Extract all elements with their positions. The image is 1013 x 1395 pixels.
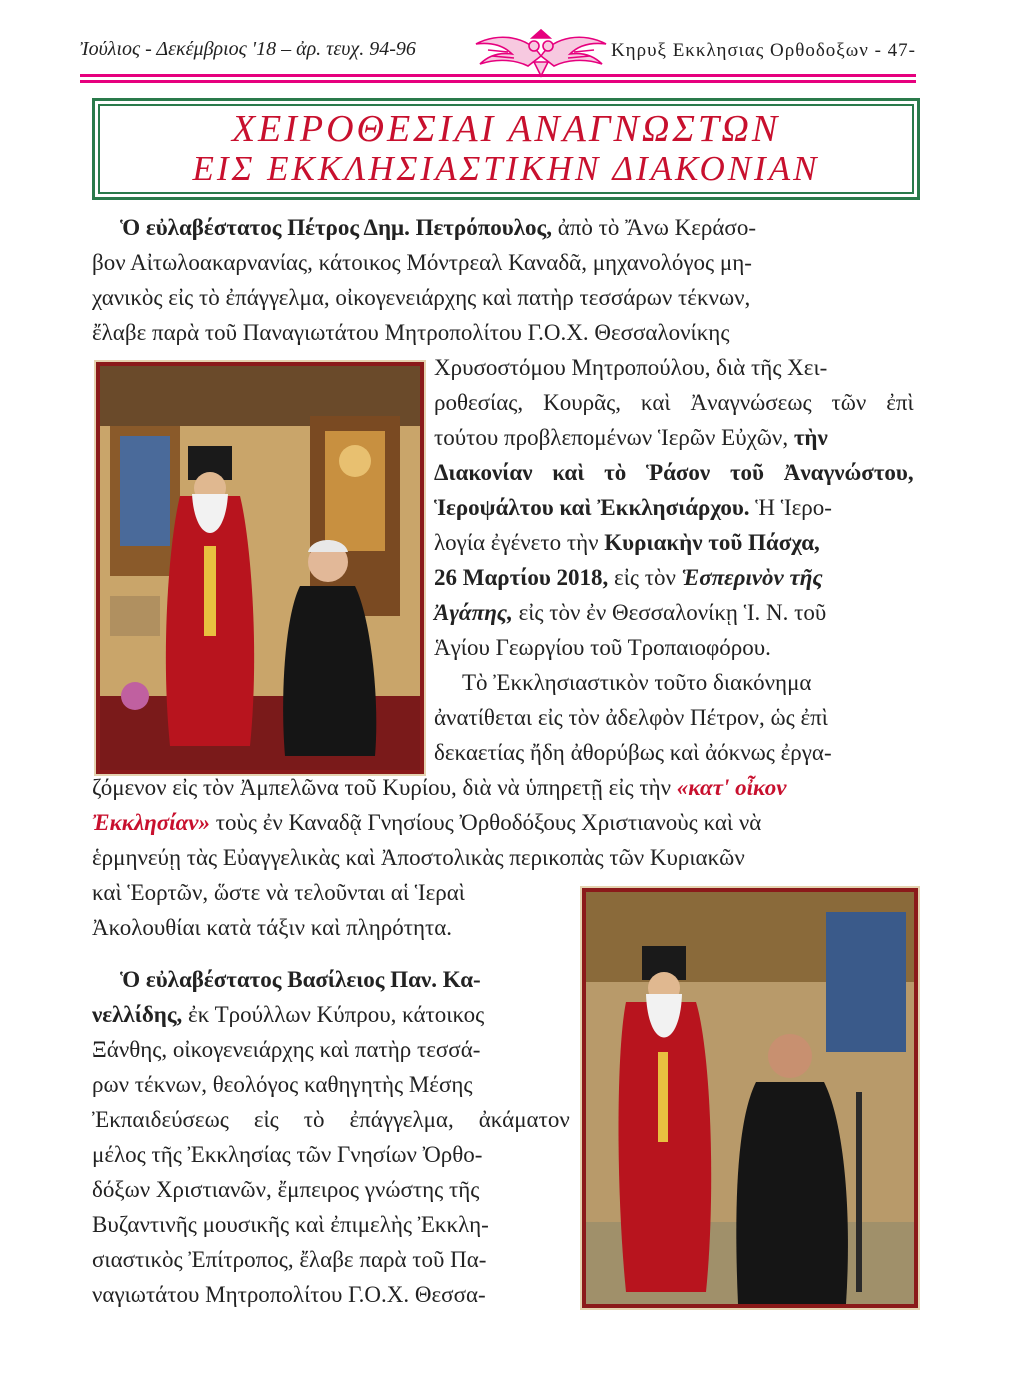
double-headed-eagle-emblem bbox=[468, 26, 614, 78]
text-run: ζόμενον εἰς τὸν Ἀμπελῶνα τοῦ Κυρίου, διὰ νὰ ὑπηρετῇ εἰς τὴν bbox=[92, 775, 677, 800]
title-line-1: ΧΕΙΡΟΘΕΣΙΑΙ ΑΝΑΓΝΩΣΤΩΝ bbox=[231, 108, 781, 150]
text-run: εἰς τὸν bbox=[608, 565, 682, 590]
text-run: Ἀγάπης, bbox=[434, 600, 513, 625]
text-line: καὶ Ἑορτῶν, ὥστε νὰ τελοῦνται αἱ Ἱεραὶ bbox=[92, 880, 465, 905]
text-line: μέλος τῆς Ἐκκλησίας τῶν Γνησίων Ὀρθο- bbox=[92, 1142, 483, 1167]
publication-title: Κηρυξ Εκκλησιας Ορθοδοξων - 47- bbox=[610, 40, 916, 61]
text-run: λογία ἐγένετο τὴν bbox=[434, 530, 605, 555]
text-line: χανικὸς εἰς τὸ ἐπάγγελμα, οἰκογενειάρχης καὶ πατὴρ τεσσάρων τέκνων, bbox=[92, 285, 751, 310]
text-line: Ἁγίου Γεωργίου τοῦ Τροπαιοφόρου. bbox=[434, 635, 771, 660]
text-line: ρων τέκνων, θεολόγος καθηγητὴς Μέσης bbox=[92, 1072, 473, 1097]
text-run: Ἐκκλησίαν» bbox=[92, 810, 211, 835]
text-run: «κατ' οἶκον bbox=[676, 775, 787, 800]
text-line: Ἀκολουθίαι κατὰ τάξιν καὶ πληρότητα. bbox=[92, 915, 453, 940]
text-line: βον Αἰτωλοακαρνανίας, κάτοικος Μόντρεαλ Καναδᾶ, μηχανολόγος μη- bbox=[92, 250, 752, 275]
text-run: νελλίδης, bbox=[92, 1002, 183, 1027]
header-rule-top bbox=[80, 74, 916, 77]
text-line: Ἐκπαιδεύσεως εἰς τὸ ἐπάγγελμα, ἀκάματον bbox=[92, 1107, 570, 1132]
text-line: δεκαετίας ἤδη ἀθορύβως καὶ ἀόκνως ἐργα- bbox=[434, 740, 832, 765]
text-run: εἰς τὸν ἐν Θεσσαλονίκῃ Ἱ. Ν. τοῦ bbox=[512, 600, 827, 625]
text-line: Τὸ Ἐκκλησιαστικὸν τοῦτο διακόνημα bbox=[462, 670, 812, 695]
running-header bbox=[80, 34, 916, 74]
article1-name: Ὁ εὐλαβέστατος Πέτρος Δημ. Πετρόπουλος, bbox=[120, 215, 552, 240]
article1-intro bbox=[92, 210, 914, 350]
text-line: ναγιωτάτου Μητροπολίτου Γ.Ο.Χ. Θεσσα- bbox=[92, 1282, 486, 1307]
text-run: Ἑσπερινὸν τῆς bbox=[681, 565, 823, 590]
photo-metropolitan-with-vasileios bbox=[582, 888, 918, 1308]
title-line-2: ΕΙΣ ΕΚΚΛΗΣΙΑΣΤΙΚΗΝ ΔΙΑΚΟΝΙΑΝ bbox=[192, 149, 820, 188]
text-run: Κυριακὴν τοῦ Πάσχα, bbox=[604, 530, 820, 555]
article2 bbox=[92, 962, 570, 1312]
text-run: ἐκ Τρούλλων Κύπρου, κάτοικος bbox=[182, 1002, 485, 1027]
text-line: ἀνατίθεται εἰς τὸν ἀδελφὸν Πέτρον, ὡς ἐπὶ bbox=[434, 705, 828, 730]
article2-name: Ὁ εὐλαβέστατος Βασίλειος Παν. Κα- bbox=[120, 967, 481, 992]
photo-metropolitan-with-petros bbox=[96, 362, 424, 774]
text-line: ἔλαβε παρὰ τοῦ Παναγιωτάτου Μητροπολίτου Γ.Ο.Χ. Θεσσαλονίκης bbox=[92, 320, 730, 345]
text-run: Ἡ Ἱερο- bbox=[749, 495, 832, 520]
article1-column bbox=[434, 350, 914, 770]
issue-info: Ἰούλιος - Δεκέμβριος '18 – ἀρ. τευχ. 94-96 bbox=[80, 38, 416, 60]
text-line: Βυζαντινῆς μουσικῆς καὶ ἐπιμελὴς Ἐκκλη- bbox=[92, 1212, 489, 1237]
text-line: Ξάνθης, οἰκογενειάρχης καὶ πατὴρ τεσσά- bbox=[92, 1037, 481, 1062]
text-run: 26 Μαρτίου 2018, bbox=[434, 565, 609, 590]
text-line: δόξων Χριστιανῶν, ἔμπειρος γνώστης τῆς bbox=[92, 1177, 480, 1202]
text-line: ἑρμηνεύῃ τὰς Εὐαγγελικὰς καὶ Ἀποστολικὰς περικοπὰς τῶν Κυριακῶν bbox=[92, 845, 745, 870]
text-run: τοὺς ἐν Καναδᾷ Γνησίους Ὀρθοδόξους Χριστιανοὺς καὶ νὰ bbox=[210, 810, 762, 835]
text-run: ἀπὸ τὸ Ἄνω Κεράσο- bbox=[551, 215, 756, 240]
text-run: Ἱεροψάλτου καὶ Ἐκκλησιάρχου. bbox=[434, 495, 750, 520]
text-line: ροθεσίας, Κουρᾶς, καὶ Ἀναγνώσεως τῶν ἐπὶ bbox=[434, 390, 914, 415]
text-line: Διακονίαν καὶ τὸ Ῥάσον τοῦ Ἀναγνώστου, bbox=[434, 460, 914, 485]
text-run: τὴν bbox=[793, 425, 828, 450]
text-line: σιαστικὸς Ἐπίτροπος, ἔλαβε παρὰ τοῦ Πα- bbox=[92, 1247, 487, 1272]
text-line: Χρυσοστόμου Μητροπούλου, διὰ τῆς Χει- bbox=[434, 355, 828, 380]
text-run: τούτου προβλεπομένων Ἱερῶν Εὐχῶν, bbox=[434, 425, 794, 450]
header-rule-bottom bbox=[80, 80, 916, 83]
article-title-box bbox=[92, 98, 920, 200]
